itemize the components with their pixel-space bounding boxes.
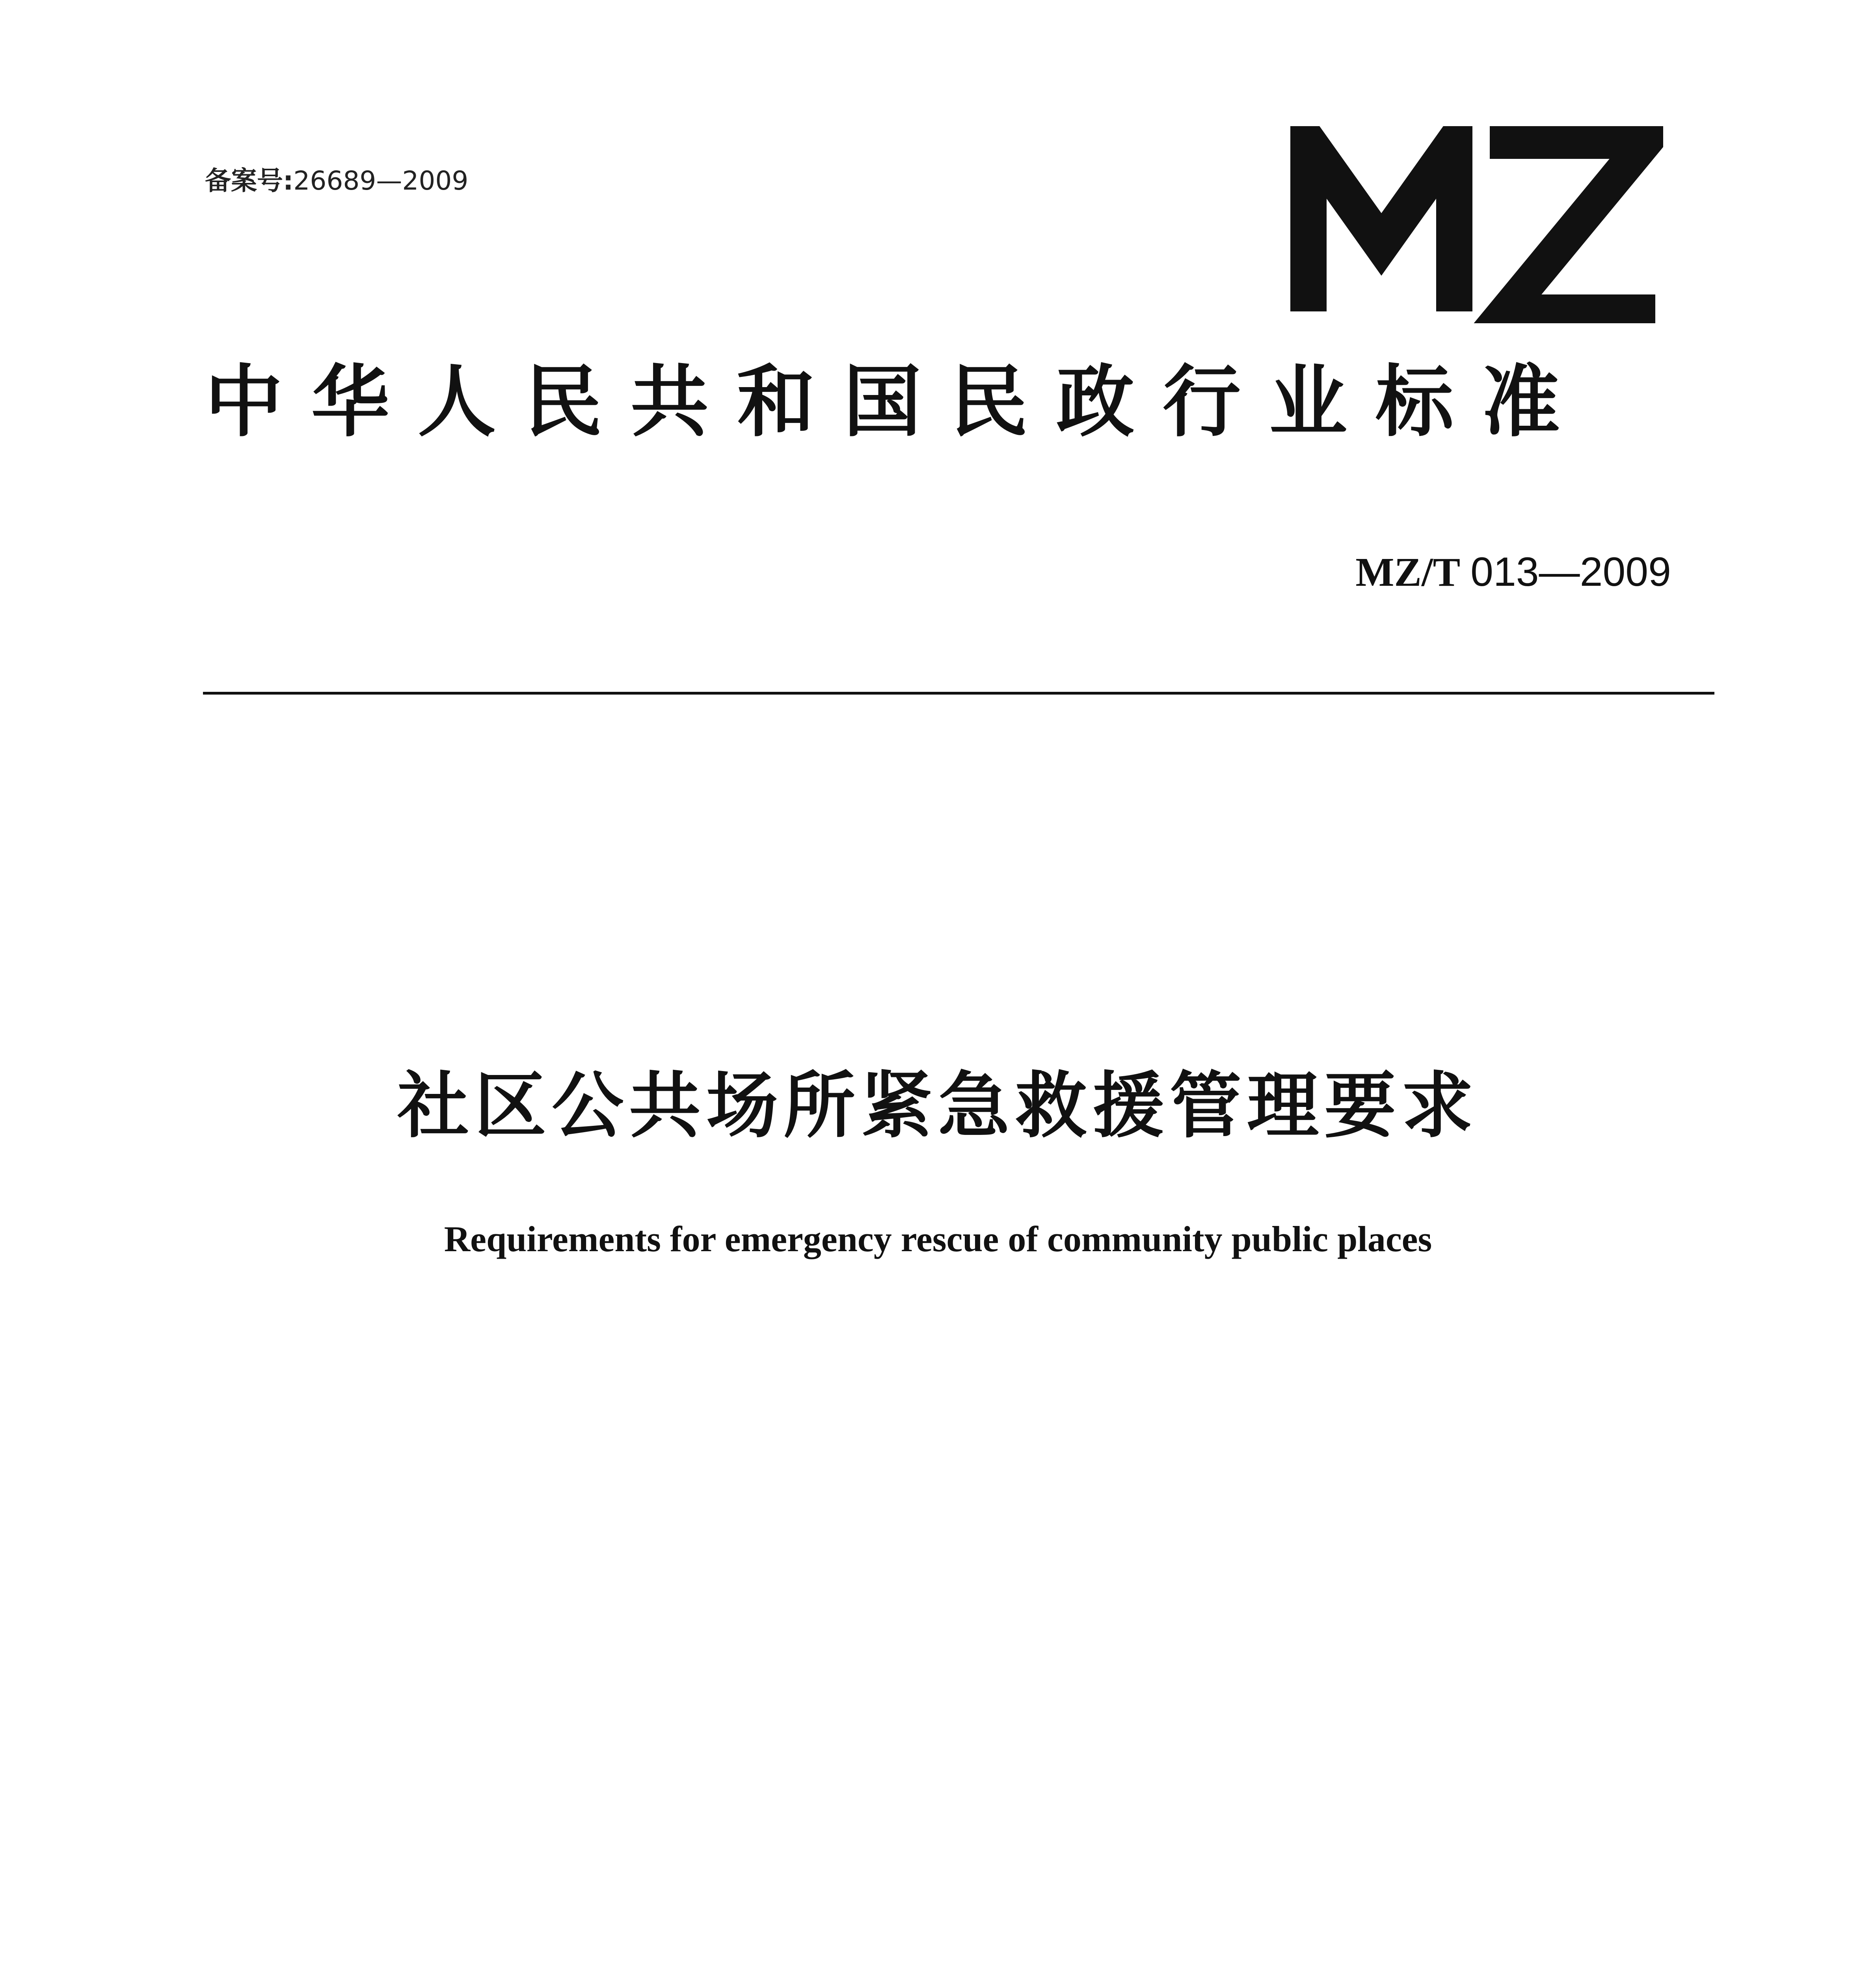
top-divider — [203, 692, 1714, 695]
standard-code — [1355, 549, 1671, 596]
filing-number — [205, 160, 468, 197]
standard-prefix: MZ/T — [1355, 550, 1461, 595]
logo-letter-m — [1308, 142, 1454, 311]
org-title: 中华人民共和国民政行业标准 — [205, 356, 1588, 447]
filing-label: 备案号: — [205, 166, 294, 196]
document-title-english: Requirements for emergency rescue of community public places — [444, 1219, 1432, 1259]
mz-logo — [1285, 126, 1663, 323]
standard-number: 013—2009 — [1470, 549, 1671, 595]
filing-value: 26689—2009 — [293, 166, 469, 196]
document-title-chinese: 社区公共场所紧急救援管理要求 — [397, 1064, 1479, 1148]
logo-letter-z — [1490, 142, 1655, 311]
